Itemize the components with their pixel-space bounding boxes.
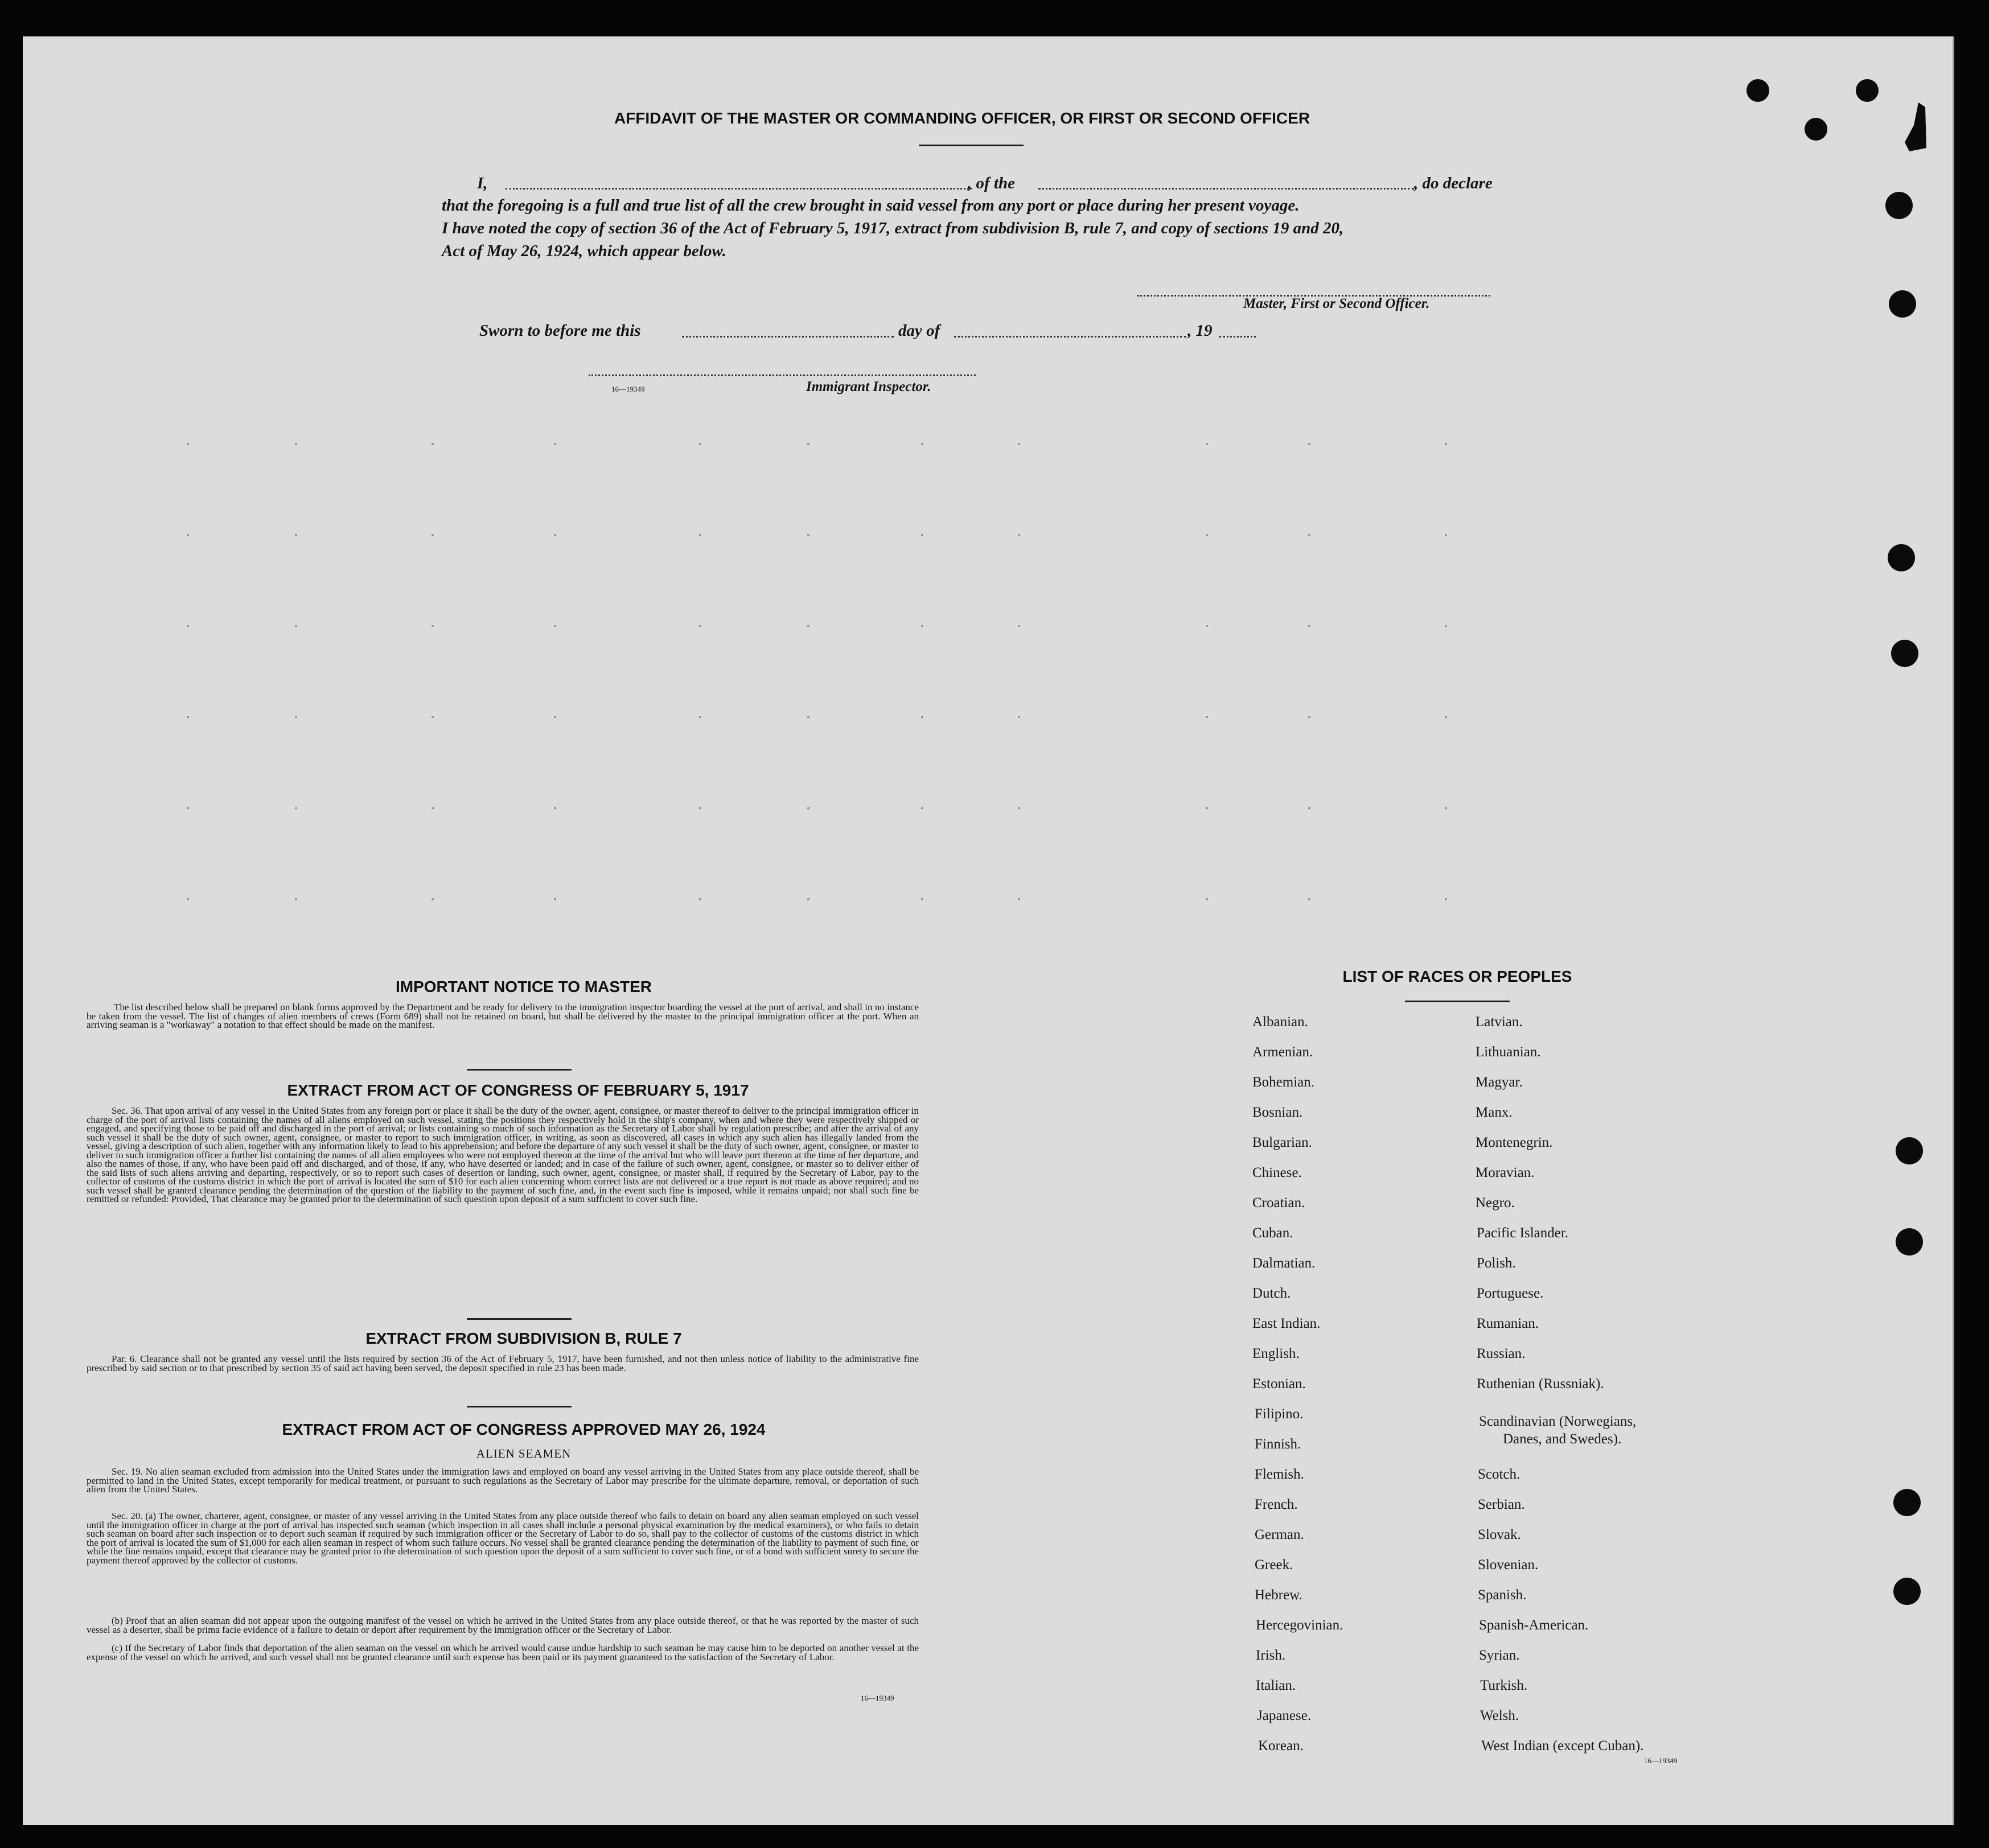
race-item: Ruthenian (Russniak). bbox=[1477, 1376, 1604, 1392]
race-item: Japanese. bbox=[1257, 1708, 1312, 1723]
affiant-label: I, bbox=[477, 174, 488, 192]
inspector-label: Immigrant Inspector. bbox=[806, 379, 931, 394]
notice-title: IMPORTANT NOTICE TO MASTER bbox=[395, 978, 652, 995]
extract-1917-body: Sec. 36. That upon arrival of any vessel in the United States from any foreign port or place it shall be the duty of the owner, agent, consignee, or master thereof to deliver to the principal immigration officer in charge of the port of arrival lists containing the names of all aliens employed on such vessel, stating the positions they respectively hold in the ship's company, when and where they were respectively shipped or engaged, and specifying those to be paid off and discharged in the port of arrival; or lists containing so much of such information as the Secretary of Labor shall by regulation prescribe; and after the arrival of any such vessel it shall be the duty of such owner, agent, consignee, or master to report to such immigration officer, in writing, as soon as discovered, all cases in which any such alien has illegally landed from the vessel, giving a description of such alien, together with any information likely to lead to his apprehension; and before the departure of any such vessel it shall be the duty of such owner, agent, consignee, or master to deliver to such immigration officer a further list containing the names of all alien employees who were not employed thereon at the time of the arrival but who will leave port thereon at the time of her departure, and also the names of those, if any, who have been paid off and discharged, and of those, if any, who have deserted or landed; and in case of the failure of such owner, agent, consignee, or master so to deliver either of the said lists of such aliens arriving and departing, respectively, or so to report such cases of desertion or landing, such owner, agent, consignee, or master shall, if required by the Secretary of Labor, pay to the collector of customs of the customs district in which the port of arrival is located the sum of $10 for each alien concerning whom correct lists are not delivered or a true report is not made as above required; and no such vessel shall be granted clearance pending the determination of the question of the liability to the payment of such fine, and, in the event such fine is imposed, while it remains unpaid; nor shall such fine be remitted or refunded: Provided, That clearance may be granted prior to the determination of such question upon deposit of a sum sufficient to cover such fine. bbox=[87, 1105, 919, 1204]
declare-label: , do declare bbox=[1414, 174, 1493, 192]
race-item: Serbian. bbox=[1478, 1497, 1525, 1512]
race-item: German. bbox=[1255, 1527, 1304, 1542]
race-item: West Indian (except Cuban). bbox=[1481, 1738, 1644, 1754]
statement-line-2: I have noted the copy of section 36 of the Act of February 5, 1917, extract from subdivision B, rule 7, and copy of sections 19 and 20, bbox=[442, 219, 1344, 237]
race-item: Flemish. bbox=[1255, 1467, 1304, 1482]
race-item: Bosnian. bbox=[1252, 1105, 1303, 1120]
race-item: Korean. bbox=[1258, 1738, 1304, 1754]
race-item: Magyar. bbox=[1476, 1075, 1523, 1090]
of-the-label: , of the bbox=[968, 174, 1015, 192]
race-item: Montenegrin. bbox=[1476, 1135, 1553, 1150]
race-item: Estonian. bbox=[1252, 1376, 1306, 1392]
section-divider bbox=[467, 1406, 572, 1407]
form-number: 16—19349 bbox=[861, 1694, 894, 1702]
race-item: Albanian. bbox=[1252, 1014, 1308, 1030]
form-number: 16—19349 bbox=[1644, 1756, 1678, 1765]
races-title: LIST OF RACES OR PEOPLES bbox=[1342, 968, 1572, 985]
extract-rule7-title: EXTRACT FROM SUBDIVISION B, RULE 7 bbox=[365, 1330, 682, 1347]
race-item: Italian. bbox=[1256, 1678, 1296, 1693]
extract-1924-sec19: Sec. 19. No alien seaman excluded from admission into the United States under the immigration laws and employed on board any vessel arriving in the United States from any place outside thereof, shall be permitted to land in the United States, except temporarily for medical treatment, or pursuant to such regulations as the Secretary of Labor may prescribe for the ultimate departure, removal, or deportation of such alien from the United States. bbox=[87, 1466, 919, 1495]
race-item: Cuban. bbox=[1252, 1225, 1293, 1241]
statement-line-3: Act of May 26, 1924, which appear below. bbox=[442, 242, 726, 260]
extract-1917-title: EXTRACT FROM ACT OF CONGRESS OF FEBRUARY 5, 1917 bbox=[287, 1081, 749, 1099]
affiant-name-field[interactable] bbox=[506, 188, 972, 190]
sworn-day-field[interactable] bbox=[682, 336, 894, 338]
race-item: Scandinavian (Norwegians, bbox=[1479, 1414, 1637, 1429]
race-item: Portuguese. bbox=[1477, 1286, 1544, 1301]
extract-1924-sec20a: Sec. 20. (a) The owner, charterer, agent, consignee, or master of any vessel arriving in the United States from any place outside thereof who fails to detain on board any alien seaman employed on such vessel until the immigration officer in charge at the port of arrival has inspected such seaman (which inspection in all cases shall include a personal physical examination by the medical examiners), or who fails to detain such seaman on board after such inspection or to deport such seaman if required by such immigration officer or the Secretary of Labor to do so, shall pay to the collector of customs of the customs district in which the port of arrival is located the sum of $1,000 for each alien seaman in respect of whom such failure occurs. No vessel shall be granted clearance pending the determination of the liability to payment of such fine, or while the fine remains unpaid, except that clearance may be granted prior to the determination of such question upon the deposit of a sum sufficient to cover such fine, or of a bond with sufficient surety to secure the payment thereof approved by the collector of customs. bbox=[87, 1510, 919, 1566]
race-item: Finnish. bbox=[1255, 1437, 1301, 1452]
title-underline bbox=[919, 145, 1024, 146]
affidavit-title: AFFIDAVIT OF THE MASTER OR COMMANDING OFFICER, OR FIRST OR SECOND OFFICER bbox=[614, 109, 1310, 127]
race-item: Armenian. bbox=[1252, 1044, 1313, 1060]
races-title-underline bbox=[1405, 1001, 1510, 1002]
race-item: Rumanian. bbox=[1477, 1316, 1539, 1331]
race-item: Manx. bbox=[1476, 1105, 1513, 1120]
race-item: Spanish-American. bbox=[1479, 1617, 1589, 1633]
race-item: Moravian. bbox=[1476, 1165, 1535, 1180]
race-item: Chinese. bbox=[1252, 1165, 1302, 1180]
sworn-month-field[interactable] bbox=[954, 336, 1186, 338]
race-item: Bohemian. bbox=[1252, 1075, 1315, 1090]
race-item: Slovenian. bbox=[1478, 1557, 1539, 1573]
sworn-year-field[interactable] bbox=[1219, 336, 1256, 338]
statement-line-1: that the foregoing is a full and true list of all the crew brought in said vessel from any port or place during her present voyage. bbox=[442, 196, 1300, 215]
form-number: 16—19349 bbox=[611, 385, 645, 393]
race-item: Greek. bbox=[1255, 1557, 1293, 1573]
race-item: Bulgarian. bbox=[1252, 1135, 1312, 1150]
race-item: English. bbox=[1252, 1346, 1300, 1361]
race-item: Danes, and Swedes). bbox=[1503, 1431, 1622, 1447]
day-of-label: day of bbox=[898, 322, 940, 340]
extract-rule7-body: Par. 6. Clearance shall not be granted any vessel until the lists required by section 36 of the Act of February 5, 1917, have been furnished, and not then unless notice of liability to the administrative fine prescribed by said section or to that prescribed by section 35 of said act having been served, the deposit specified in rule 23 has been made. bbox=[87, 1353, 919, 1373]
race-item: Dalmatian. bbox=[1252, 1256, 1316, 1271]
section-divider bbox=[467, 1069, 572, 1071]
race-item: Polish. bbox=[1477, 1256, 1516, 1271]
race-item: Filipino. bbox=[1255, 1406, 1304, 1422]
race-item: French. bbox=[1255, 1497, 1298, 1512]
vessel-name-field[interactable] bbox=[1038, 188, 1414, 190]
race-item: Dutch. bbox=[1252, 1286, 1291, 1301]
extract-1924-sec20b: (b) Proof that an alien seaman did not appear upon the outgoing manifest of the vessel on which he arrived in the United States from any place outside thereof, or that he was reported by the master of such vessel as a deserter, shall be prima facie evidence of a failure to detain or deport after requirement by the immigration officer or the Secretary of Labor. bbox=[87, 1615, 919, 1635]
inspector-signature-field[interactable] bbox=[589, 374, 976, 376]
section-divider bbox=[467, 1318, 572, 1320]
race-item: Hebrew. bbox=[1255, 1587, 1302, 1603]
race-item: Turkish. bbox=[1480, 1678, 1528, 1693]
year-label: , 19 bbox=[1187, 322, 1213, 340]
extract-1924-title: EXTRACT FROM ACT OF CONGRESS APPROVED MAY 26, 1924 bbox=[282, 1421, 766, 1438]
extract-1924-sec20c: (c) If the Secretary of Labor finds that deportation of the alien seaman on the vessel on which he arrived would cause undue hardship to such seaman he may cause him to be deported on another vessel at the expense of the vessel on which he arrived, and such vessel shall not be granted clearance until such expense has been paid or its payment guaranteed to the satisfaction of the Secretary of Labor. bbox=[87, 1643, 919, 1662]
race-item: Irish. bbox=[1256, 1648, 1286, 1663]
race-item: East Indian. bbox=[1252, 1316, 1321, 1331]
race-item: Negro. bbox=[1476, 1195, 1515, 1211]
race-item: Croatian. bbox=[1252, 1195, 1305, 1211]
notice-body: The list described below shall be prepared on blank forms approved by the Department and be ready for delivery to the immigration inspector boarding the vessel at the port of arrival, and shall in no instance be taken from the vessel. The list of changes of alien members of crews (Form 689) shall not be retained on board, but shall be delivered by the master to the principal immigration officer at the port. When an arriving seaman is a "workaway" a notation to that effect should be made on the manifest. bbox=[87, 1002, 919, 1030]
race-item: Spanish. bbox=[1478, 1587, 1527, 1603]
master-signature-label: Master, First or Second Officer. bbox=[1243, 296, 1430, 311]
race-item: Scotch. bbox=[1478, 1467, 1520, 1482]
race-item: Pacific Islander. bbox=[1477, 1225, 1569, 1241]
race-item: Latvian. bbox=[1476, 1014, 1523, 1030]
race-item: Welsh. bbox=[1480, 1708, 1519, 1723]
race-item: Lithuanian. bbox=[1476, 1044, 1541, 1060]
race-item: Slovak. bbox=[1478, 1527, 1521, 1542]
race-item: Syrian. bbox=[1479, 1648, 1520, 1663]
race-item: Hercegovinian. bbox=[1256, 1617, 1343, 1633]
alien-seamen-subtitle: ALIEN SEAMEN bbox=[476, 1447, 572, 1460]
sworn-label: Sworn to before me this bbox=[479, 322, 641, 340]
race-item: Russian. bbox=[1477, 1346, 1526, 1361]
